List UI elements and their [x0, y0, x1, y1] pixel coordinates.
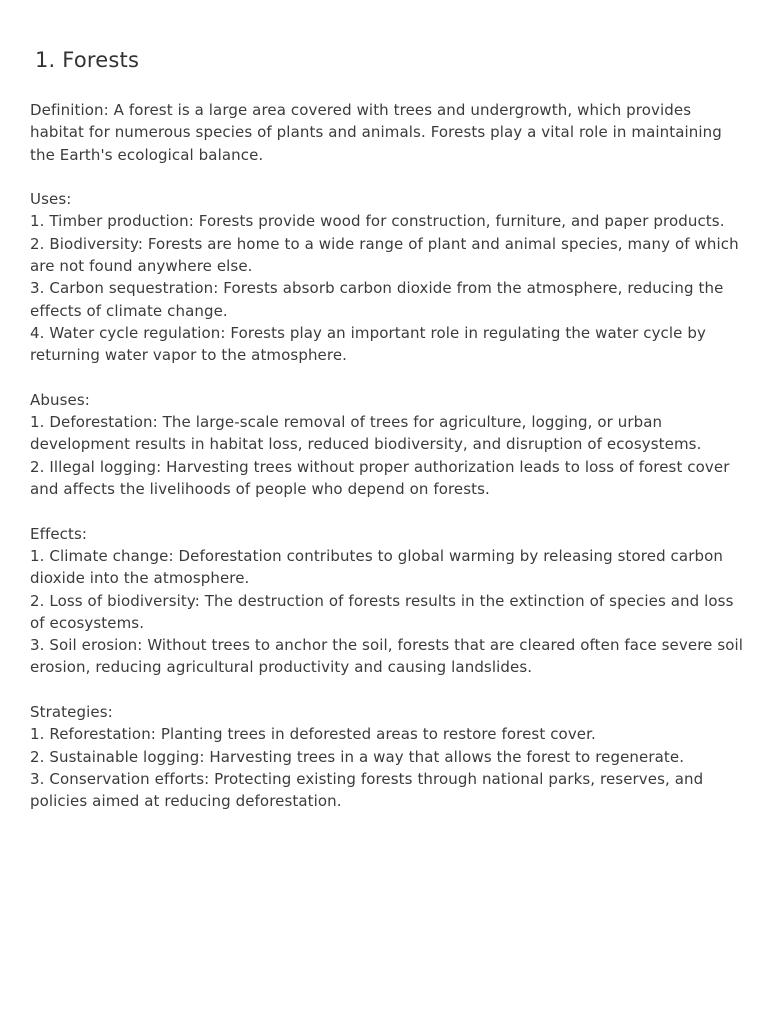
effects-section: [30, 523, 746, 679]
effects-item-1: 1. Climate change: Deforestation contributes to global warming by releasing stored carbon dioxide into the atmosphere.: [30, 546, 723, 588]
abuses-heading: Abuses:: [30, 390, 90, 409]
strategies-item-3: 3. Conservation efforts: Protecting existing forests through national parks, reserves, and policies aimed at reducing deforestation.: [30, 769, 704, 811]
page-title: 1. Forests: [35, 48, 140, 72]
uses-item-2: 2. Biodiversity: Forests are home to a wide range of plant and animal species, many of which are not found anywhere else.: [30, 234, 739, 276]
section-spacer: [30, 679, 746, 701]
uses-item-3: 3. Carbon sequestration: Forests absorb carbon dioxide from the atmosphere, reducing the effects of climate change.: [30, 279, 724, 320]
section-spacer: [30, 166, 746, 188]
strategies-item-1: 1. Reforestation: Planting trees in deforested areas to restore forest cover.: [30, 725, 596, 744]
uses-item-1: 1. Timber production: Forests provide wood for construction, furniture, and paper products.: [30, 212, 725, 231]
uses-section: [30, 188, 746, 366]
strategies-section: [30, 701, 746, 812]
effects-item-3: 3. Soil erosion: Without trees to anchor the soil, forests that are cleared often face severe soil erosion, reducing agricultural productivity and causing landslides.: [30, 636, 744, 677]
effects-item-2: 2. Loss of biodiversity: The destruction of forests results in the extinction of species and loss of ecosystems.: [30, 591, 734, 632]
abuses-item-1: 1. Deforestation: The large-scale removal of trees for agriculture, logging, or urban development results in habitat loss, reduced biodiversity, and disruption of ecosystems.: [30, 413, 702, 454]
uses-heading: Uses:: [30, 190, 72, 209]
strategies-heading: Strategies:: [30, 703, 113, 722]
section-spacer: [30, 500, 746, 522]
effects-heading: Effects:: [30, 524, 88, 543]
strategies-item-2: 2. Sustainable logging: Harvesting trees in a way that allows the forest to regenerate.: [30, 747, 685, 766]
definition-paragraph: Definition: A forest is a large area covered with trees and undergrowth, which provides habitat for numerous species of plants and animals. Forests play a vital role in maintaining the Earth's ecological balance.: [30, 101, 722, 164]
abuses-section: [30, 389, 746, 500]
uses-item-4: 4. Water cycle regulation: Forests play an important role in regulating the water cycle by returning water vapor to the atmosphere.: [30, 323, 706, 365]
abuses-item-2: 2. Illegal logging: Harvesting trees without proper authorization leads to loss of forest cover and affects the livelihoods of people who depend on forests.: [30, 457, 730, 499]
document-body: [30, 99, 746, 813]
section-spacer: [30, 367, 746, 389]
